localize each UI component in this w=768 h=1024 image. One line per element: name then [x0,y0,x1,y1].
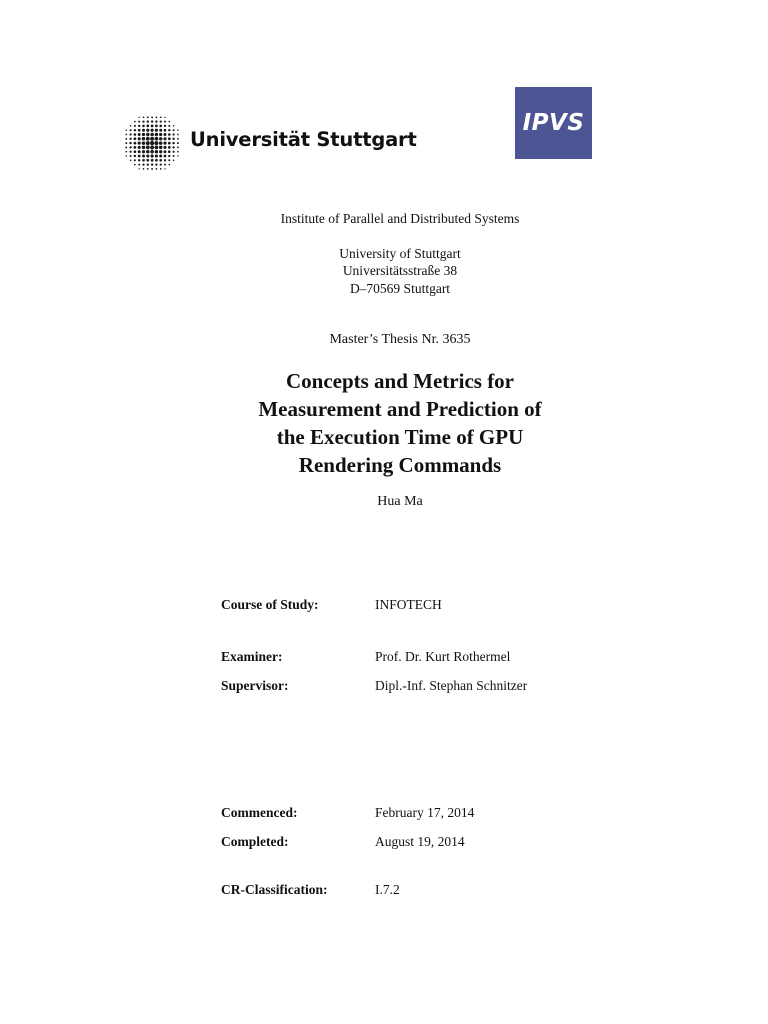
commenced-value: February 17, 2014 [375,805,475,820]
author-name: Hua Ma [377,494,423,509]
ipvs-logo [515,87,592,159]
completed-value: August 19, 2014 [375,834,465,849]
completed-label: Completed: [221,834,289,849]
ipvs-logo-text: IPVS [522,110,585,136]
university-dot-emblem [116,112,188,174]
examiner-value: Prof. Dr. Kurt Rothermel [375,649,511,664]
course-label: Course of Study: [221,597,319,612]
cr-classification-value: I.7.2 [375,882,400,897]
institute-name: Institute of Parallel and Distributed Systems [280,211,520,226]
title-line: Concepts and Metrics for [285,369,515,393]
address-line-3: D–70569 Stuttgart [349,281,451,296]
cr-classification-label: CR-Classification: [221,882,328,897]
address-line-1: University of Stuttgart [339,246,461,261]
title-line: Measurement and Prediction of [258,397,542,421]
title-line: the Execution Time of GPU [276,425,524,449]
examiner-label: Examiner: [221,649,283,664]
thesis-number: Master’s Thesis Nr. 3635 [329,332,471,347]
address-line-2: Universitätsstraße 38 [342,263,458,278]
title-line: Rendering Commands [298,453,502,477]
supervisor-label: Supervisor: [221,678,289,693]
university-name: Universität Stuttgart [190,128,417,151]
thesis-title [0,367,768,479]
course-value: INFOTECH [375,597,442,612]
supervisor-value: Dipl.-Inf. Stephan Schnitzer [375,678,528,693]
commenced-label: Commenced: [221,805,298,820]
